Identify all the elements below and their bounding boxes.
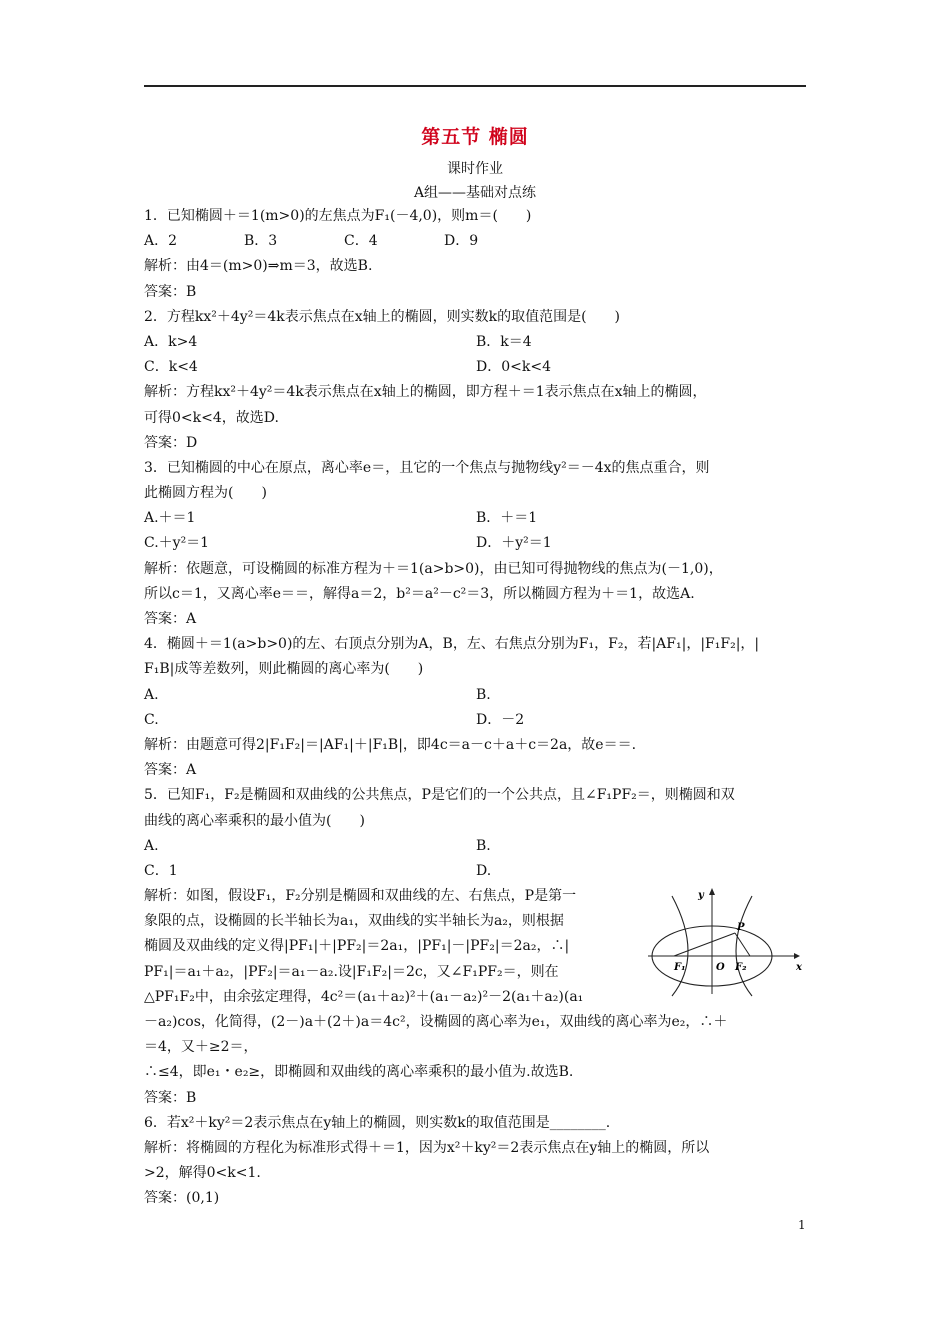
answer-text: 答案：A	[144, 611, 197, 627]
problem-stem: 2．方程kx²＋4y²＝4k表示焦点在x轴上的椭圆，则实数k的取值范围是( )	[144, 308, 621, 325]
solution-text: 解析：由4＝(m>0)⇒m＝3，故选B.	[144, 258, 373, 275]
option-d: D．－2	[476, 711, 525, 728]
x-axis-arrow	[794, 953, 800, 959]
label-o: O	[716, 962, 725, 974]
options-row	[144, 708, 808, 733]
solution-wrapped	[144, 884, 632, 1010]
option-c: C．1	[144, 862, 178, 879]
option-d: D．9	[444, 233, 479, 250]
solution-text: PF₁|＝a₁＋a₂，|PF₂|＝a₁－a₂.设|F₁F₂|＝2c，又∠F₁PF₂＝，则在	[144, 963, 559, 980]
label-x: x	[796, 962, 802, 974]
problem-stem: 6．若x²＋ky²＝2表示焦点在y轴上的椭圆，则实数k的取值范围是________.	[144, 1114, 611, 1131]
label-y: y	[698, 890, 704, 902]
problem-stem: 曲线的离心率乘积的最小值为( )	[144, 812, 365, 829]
option-a: A.	[144, 686, 159, 703]
y-axis-arrow	[709, 888, 715, 895]
solution-text: △PF₁F₂中，由余弦定理得，4c²＝(a₁＋a₂)²＋(a₁－a₂)²－2(a₁＋a₂)(a₁	[144, 988, 584, 1005]
options-row	[144, 229, 808, 254]
solution-text: 所以c＝1，又离心率e＝＝，解得a＝2，b²＝a²－c²＝3，所以椭圆方程为＋＝1，故选A.	[144, 585, 695, 602]
option-d: D．＋y²＝1	[476, 535, 552, 552]
option-a: A.	[144, 837, 159, 854]
problem-stem: 1．已知椭圆＋＝1(m>0)的左焦点为F₁(－4,0)，则m＝( )	[144, 208, 532, 224]
problem-5	[144, 783, 808, 1110]
answer-text: 答案：D	[144, 434, 198, 451]
segment-p-f2	[735, 933, 750, 956]
label-p: P	[737, 922, 745, 934]
solution-text: 解析：将椭圆的方程化为标准形式得＋＝1，因为x²＋ky²＝2表示焦点在y轴上的椭圆，所以	[144, 1139, 710, 1156]
solution-with-figure	[144, 884, 808, 1010]
option-d: D．0<k<4	[476, 359, 551, 376]
options-row	[144, 683, 808, 708]
answer-text: 答案：A	[144, 762, 197, 779]
group-heading: A组——基础对点练	[413, 185, 537, 201]
solution-text: 解析：依题意，可设椭圆的标准方程为＋＝1(a>b>0)，由已知可得抛物线的焦点为(－1,0)，	[144, 560, 723, 577]
problem-6	[144, 1111, 808, 1212]
options-row	[144, 531, 808, 556]
problem-stem: 3．已知椭圆的中心在原点，离心率e＝，且它的一个焦点与抛物线y²＝－4x的焦点重合，则	[144, 459, 710, 476]
problem-stem: 5．已知F₁，F₂是椭圆和双曲线的公共焦点，P是它们的一个公共点，且∠F₁PF₂＝，则椭圆和双	[144, 787, 735, 804]
problem-stem: 4．椭圆＋＝1(a>b>0)的左、右顶点分别为A，B，左、右焦点分别为F₁，F₂，若|AF₁|，|F₁F₂|，|	[144, 636, 760, 653]
problem-1	[144, 204, 808, 305]
option-b: B.	[476, 837, 491, 854]
solution-text: ∴≤4，即e₁・e₂≥，即椭圆和双曲线的离心率乘积的最小值为.故选B.	[144, 1064, 574, 1081]
option-a: A.＋＝1	[144, 510, 196, 527]
options-row	[144, 859, 808, 884]
options-row	[144, 355, 808, 380]
solution-text: 解析：如图，假设F₁，F₂分别是椭圆和双曲线的左、右焦点，P是第一	[144, 888, 577, 905]
segment-f1-p	[674, 933, 735, 956]
label-f2: F₂	[735, 962, 747, 974]
answer-text: 答案：B	[144, 1089, 197, 1106]
options-row	[144, 834, 808, 859]
solution-text: 可得0<k<4，故选D.	[144, 409, 279, 426]
solution-text: 象限的点，设椭圆的长半轴长为a₁，双曲线的实半轴长为a₂，则根据	[144, 913, 564, 930]
problem-2	[144, 305, 808, 456]
solution-text: －a₂)cos，化简得，(2－)a＋(2＋)a＝4c²，设椭圆的离心率为e₁，双曲线的离心率为e₂，∴＋	[144, 1014, 728, 1030]
options-row	[144, 330, 808, 355]
option-c: C.	[144, 711, 159, 728]
page-title: 第五节 椭圆	[421, 126, 529, 148]
problem-3	[144, 456, 808, 632]
problem-list	[144, 204, 808, 1212]
problem-stem: F₁B|成等差数列，则此椭圆的离心率为( )	[144, 661, 424, 678]
solution-text: >2，解得0<k<1.	[144, 1165, 261, 1182]
solution-text: 解析：由题意可得2|F₁F₂|＝|AF₁|＋|F₁B|，即4c＝a－c＋a＋c＝2a，故e＝＝.	[144, 736, 637, 753]
label-f1: F₁	[674, 962, 686, 974]
solution-text: 椭圆及双曲线的定义得|PF₁|＋|PF₂|＝2a₁，|PF₁|－|PF₂|＝2a₂，∴|	[144, 938, 570, 955]
problem-stem: 此椭圆方程为( )	[144, 485, 267, 502]
answer-text: 答案：(0,1)	[144, 1190, 220, 1207]
page-number: 1	[798, 1218, 806, 1232]
option-b: B．k＝4	[476, 333, 532, 350]
option-b: B．3	[244, 233, 278, 250]
option-a: A．k>4	[144, 333, 198, 350]
option-a: A．2	[144, 233, 178, 250]
option-d: D.	[476, 862, 492, 879]
solution-text: 解析：方程kx²＋4y²＝4k表示焦点在x轴上的椭圆，即方程＋＝1表示焦点在x轴上的椭圆，	[144, 384, 707, 401]
problem-4	[144, 632, 808, 783]
answer-text: 答案：B	[144, 283, 197, 300]
ellipse-hyperbola-figure	[644, 886, 804, 998]
solution-text: ＝4，又＋≥2＝，	[144, 1039, 258, 1056]
options-row	[144, 506, 808, 531]
option-c: C．k<4	[144, 359, 198, 376]
header-rule	[144, 85, 806, 87]
page-subtitle: 课时作业	[447, 161, 503, 177]
option-c: C.＋y²＝1	[144, 535, 210, 552]
option-b: B.	[476, 686, 491, 703]
option-c: C．4	[344, 233, 378, 250]
option-b: B．＋＝1	[476, 510, 538, 527]
